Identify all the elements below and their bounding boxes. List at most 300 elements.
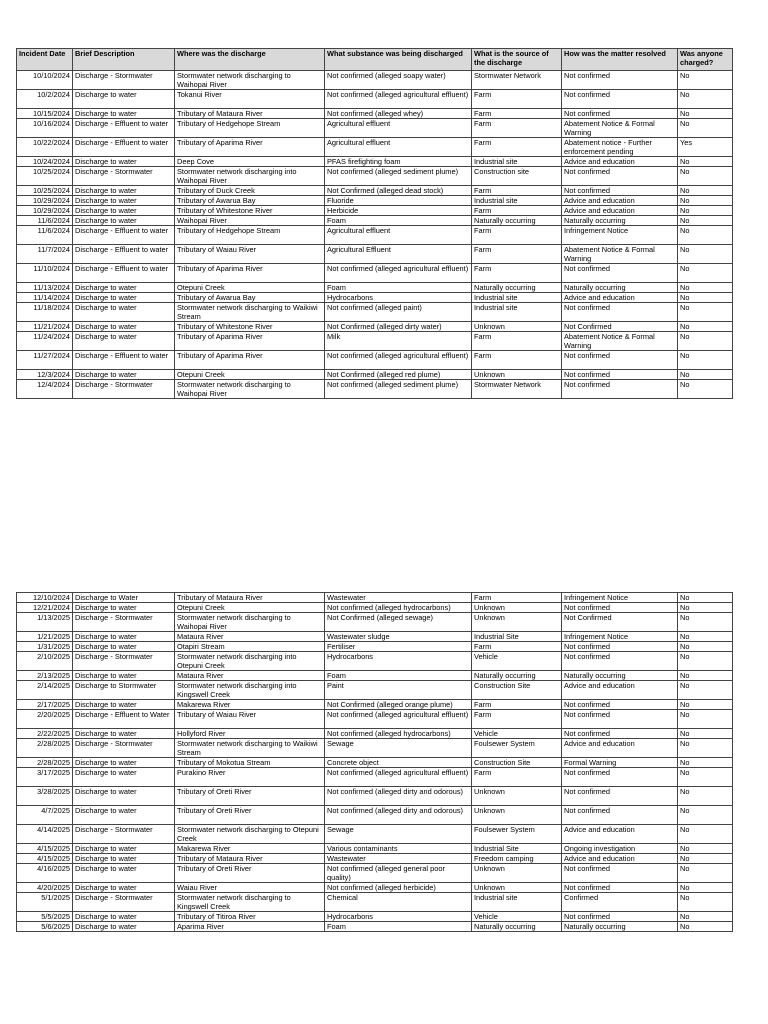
- table-cell: Tributary of Aparima River: [175, 138, 325, 157]
- table-cell: Hydrocarbons: [325, 652, 472, 671]
- table-row: [17, 642, 733, 652]
- table-cell: Discharge to water: [73, 671, 175, 681]
- table-cell: 12/21/2024: [17, 603, 73, 613]
- table-cell: No: [678, 739, 733, 758]
- table-cell: Not confirmed (alleged agricultural effluent): [325, 90, 472, 109]
- table-cell: 1/21/2025: [17, 632, 73, 642]
- table-cell: Discharge to water: [73, 370, 175, 380]
- table-cell: Mataura River: [175, 671, 325, 681]
- table-cell: Not confirmed: [562, 370, 678, 380]
- table-cell: 2/20/2025: [17, 710, 73, 729]
- table-cell: Tributary of Hedgehope Stream: [175, 119, 325, 138]
- table-cell: Farm: [472, 593, 562, 603]
- table-cell: Farm: [472, 332, 562, 351]
- table-row: [17, 681, 733, 700]
- table-row: [17, 768, 733, 787]
- table-row: [17, 206, 733, 216]
- table-cell: 12/4/2024: [17, 380, 73, 399]
- table-cell: Discharge to water: [73, 758, 175, 768]
- table-cell: Not confirmed: [562, 264, 678, 283]
- table-row: [17, 167, 733, 186]
- table-cell: Fluoride: [325, 196, 472, 206]
- table-cell: Unknown: [472, 883, 562, 893]
- header-row: [17, 49, 733, 71]
- table-cell: Not confirmed: [562, 186, 678, 196]
- table-row: [17, 293, 733, 303]
- table-cell: No: [678, 700, 733, 710]
- column-header: Where was the discharge: [175, 49, 325, 71]
- table-cell: Not Confirmed (alleged orange plume): [325, 700, 472, 710]
- table-cell: Discharge - Stormwater: [73, 380, 175, 399]
- table-row: [17, 303, 733, 322]
- table-cell: No: [678, 883, 733, 893]
- table-cell: Farm: [472, 700, 562, 710]
- table-cell: Vehicle: [472, 729, 562, 739]
- table-cell: Paint: [325, 681, 472, 700]
- table-cell: Tributary of Oreti River: [175, 806, 325, 825]
- table-body-top: [17, 71, 733, 399]
- table-cell: No: [678, 806, 733, 825]
- table-cell: Not confirmed (alleged sediment plume): [325, 167, 472, 186]
- table-cell: Farm: [472, 186, 562, 196]
- table-cell: Discharge to water: [73, 854, 175, 864]
- table-cell: Tributary of Whitestone River: [175, 206, 325, 216]
- table-cell: 10/25/2024: [17, 167, 73, 186]
- table-cell: 3/28/2025: [17, 787, 73, 806]
- table-cell: 11/18/2024: [17, 303, 73, 322]
- table-cell: Discharge - Stormwater: [73, 825, 175, 844]
- table-cell: Hydrocarbons: [325, 912, 472, 922]
- table-row: [17, 632, 733, 642]
- table-cell: Not confirmed (alleged hydrocarbons): [325, 729, 472, 739]
- table-cell: Naturally occurring: [472, 671, 562, 681]
- table-cell: Discharge to water: [73, 109, 175, 119]
- table-cell: Not confirmed: [562, 700, 678, 710]
- table-cell: Wastewater sludge: [325, 632, 472, 642]
- table-cell: Tributary of Awarua Bay: [175, 293, 325, 303]
- table-cell: 11/27/2024: [17, 351, 73, 370]
- table-row: [17, 844, 733, 854]
- table-cell: Aparima River: [175, 922, 325, 932]
- table-cell: 11/10/2024: [17, 264, 73, 283]
- table-cell: Discharge to water: [73, 864, 175, 883]
- table-cell: No: [678, 283, 733, 293]
- table-row: [17, 922, 733, 932]
- table-cell: Not confirmed: [562, 303, 678, 322]
- table-cell: Tributary of Aparima River: [175, 351, 325, 370]
- table-cell: Makarewa River: [175, 844, 325, 854]
- table-cell: 2/13/2025: [17, 671, 73, 681]
- table-cell: Stormwater network discharging to Otepuni Creek: [175, 825, 325, 844]
- table-cell: Not confirmed: [562, 167, 678, 186]
- table-cell: Not confirmed: [562, 864, 678, 883]
- table-cell: 11/14/2024: [17, 293, 73, 303]
- table-cell: Discharge - Effluent to water: [73, 351, 175, 370]
- table-cell: Discharge to water: [73, 283, 175, 293]
- table-cell: Not confirmed: [562, 912, 678, 922]
- table-cell: Advice and education: [562, 825, 678, 844]
- table-row: [17, 613, 733, 632]
- table-cell: Discharge to water: [73, 912, 175, 922]
- table-cell: Farm: [472, 119, 562, 138]
- table-row: [17, 652, 733, 671]
- table-cell: Abatement Notice & Formal Warning: [562, 245, 678, 264]
- table-cell: Otepuni Creek: [175, 370, 325, 380]
- table-cell: 2/28/2025: [17, 758, 73, 768]
- table-cell: Discharge to water: [73, 883, 175, 893]
- table-cell: No: [678, 206, 733, 216]
- table-row: [17, 332, 733, 351]
- table-cell: Infringement Notice: [562, 593, 678, 603]
- table-row: [17, 883, 733, 893]
- table-cell: Not confirmed (alleged whey): [325, 109, 472, 119]
- table-cell: Naturally occurring: [472, 216, 562, 226]
- table-cell: 12/10/2024: [17, 593, 73, 603]
- table-cell: Tributary of Titiroa River: [175, 912, 325, 922]
- table-cell: Discharge to water: [73, 293, 175, 303]
- table-cell: 2/22/2025: [17, 729, 73, 739]
- table-cell: Unknown: [472, 613, 562, 632]
- table-cell: Foulsewer System: [472, 825, 562, 844]
- table-cell: Confirmed: [562, 893, 678, 912]
- table-row: [17, 370, 733, 380]
- table-row: [17, 729, 733, 739]
- table-cell: No: [678, 351, 733, 370]
- column-header: What is the source of the discharge: [472, 49, 562, 71]
- incidents-table-top: [16, 48, 733, 399]
- table-cell: PFAS firefighting foam: [325, 157, 472, 167]
- table-row: [17, 864, 733, 883]
- table-cell: Stormwater network discharging to Kingswell Creek: [175, 893, 325, 912]
- table-cell: Foam: [325, 283, 472, 293]
- table-cell: Not confirmed: [562, 71, 678, 90]
- table-cell: No: [678, 109, 733, 119]
- table-cell: Tributary of Aparima River: [175, 264, 325, 283]
- column-header: How was the matter resolved: [562, 49, 678, 71]
- table-cell: 11/24/2024: [17, 332, 73, 351]
- table-cell: 10/16/2024: [17, 119, 73, 138]
- table-cell: No: [678, 854, 733, 864]
- table-row: [17, 264, 733, 283]
- table-cell: Freedom camping: [472, 854, 562, 864]
- table-body-bottom: [17, 593, 733, 932]
- table-cell: 4/15/2025: [17, 854, 73, 864]
- table-cell: No: [678, 303, 733, 322]
- table-cell: Discharge - Stormwater: [73, 893, 175, 912]
- table-cell: 11/6/2024: [17, 226, 73, 245]
- table-cell: Industrial site: [472, 303, 562, 322]
- table-cell: Ongoing investigation: [562, 844, 678, 854]
- table-cell: Formal Warning: [562, 758, 678, 768]
- table-row: [17, 109, 733, 119]
- table-cell: 4/16/2025: [17, 864, 73, 883]
- table-cell: 10/29/2024: [17, 196, 73, 206]
- table-cell: Discharge to water: [73, 700, 175, 710]
- table-row: [17, 671, 733, 681]
- table-row: [17, 186, 733, 196]
- table-cell: Hydrocarbons: [325, 293, 472, 303]
- table-cell: Not Confirmed (alleged dirty water): [325, 322, 472, 332]
- table-cell: Stormwater network discharging to Waikiwi Stream: [175, 303, 325, 322]
- table-cell: Naturally occurring: [562, 216, 678, 226]
- table-cell: Unknown: [472, 370, 562, 380]
- table-cell: Farm: [472, 109, 562, 119]
- table-row: [17, 322, 733, 332]
- table-row: [17, 138, 733, 157]
- table-cell: Advice and education: [562, 196, 678, 206]
- table-cell: Sewage: [325, 739, 472, 758]
- table-row: [17, 854, 733, 864]
- table-cell: Discharge to water: [73, 642, 175, 652]
- table-cell: No: [678, 71, 733, 90]
- table-cell: Discharge to water: [73, 303, 175, 322]
- table-cell: 5/6/2025: [17, 922, 73, 932]
- table-cell: 5/1/2025: [17, 893, 73, 912]
- table-cell: Otepuni Creek: [175, 603, 325, 613]
- table-cell: Farm: [472, 642, 562, 652]
- table-cell: 3/17/2025: [17, 768, 73, 787]
- table-cell: No: [678, 893, 733, 912]
- table-cell: 4/20/2025: [17, 883, 73, 893]
- table-cell: Not confirmed: [562, 883, 678, 893]
- table-row: [17, 351, 733, 370]
- table-cell: No: [678, 613, 733, 632]
- table-row: [17, 119, 733, 138]
- table-cell: Milk: [325, 332, 472, 351]
- table-cell: Stormwater Network: [472, 71, 562, 90]
- table-cell: Construction Site: [472, 681, 562, 700]
- table-cell: Stormwater network discharging into Waihopai River: [175, 167, 325, 186]
- table-cell: Naturally occurring: [472, 283, 562, 293]
- table-cell: Farm: [472, 351, 562, 370]
- table-cell: 1/31/2025: [17, 642, 73, 652]
- table-cell: 11/6/2024: [17, 216, 73, 226]
- table-cell: Discharge - Stormwater: [73, 71, 175, 90]
- table-cell: Advice and education: [562, 293, 678, 303]
- table-cell: Discharge to water: [73, 806, 175, 825]
- table-cell: Discharge - Effluent to water: [73, 245, 175, 264]
- table-cell: Foam: [325, 922, 472, 932]
- table-cell: 2/28/2025: [17, 739, 73, 758]
- table-cell: Not Confirmed: [562, 322, 678, 332]
- table-cell: Abatement Notice & Formal Warning: [562, 332, 678, 351]
- table-row: [17, 226, 733, 245]
- table-cell: Industrial site: [472, 196, 562, 206]
- table-cell: No: [678, 729, 733, 739]
- table-cell: Not confirmed: [562, 90, 678, 109]
- table-cell: Not confirmed: [562, 710, 678, 729]
- table-cell: Not confirmed: [562, 603, 678, 613]
- table-cell: 12/3/2024: [17, 370, 73, 380]
- table-cell: Discharge - Stormwater: [73, 167, 175, 186]
- table-cell: Construction Site: [472, 758, 562, 768]
- table-cell: Stormwater network discharging to Waihopai River: [175, 613, 325, 632]
- table-row: [17, 90, 733, 109]
- table-cell: No: [678, 380, 733, 399]
- table-cell: Discharge to water: [73, 603, 175, 613]
- table-cell: No: [678, 912, 733, 922]
- table-cell: Not confirmed: [562, 351, 678, 370]
- table-cell: No: [678, 864, 733, 883]
- table-cell: Not confirmed (alleged dirty and odorous): [325, 787, 472, 806]
- table-cell: Waihopai River: [175, 216, 325, 226]
- table-row: [17, 157, 733, 167]
- table-cell: No: [678, 157, 733, 167]
- table-cell: Discharge to water: [73, 90, 175, 109]
- table-cell: Discharge to water: [73, 844, 175, 854]
- table-cell: No: [678, 226, 733, 245]
- table-row: [17, 603, 733, 613]
- table-cell: Discharge - Stormwater: [73, 652, 175, 671]
- table-cell: Farm: [472, 245, 562, 264]
- table-cell: Discharge - Stormwater: [73, 739, 175, 758]
- table-cell: No: [678, 710, 733, 729]
- table-cell: 5/5/2025: [17, 912, 73, 922]
- table-cell: No: [678, 90, 733, 109]
- table-cell: Farm: [472, 206, 562, 216]
- table-cell: Discharge to water: [73, 206, 175, 216]
- table-cell: Tributary of Duck Creek: [175, 186, 325, 196]
- table-cell: Discharge to water: [73, 729, 175, 739]
- table-cell: Vehicle: [472, 912, 562, 922]
- table-cell: Tributary of Whitestone River: [175, 322, 325, 332]
- table-cell: Wastewater: [325, 593, 472, 603]
- table-cell: Not confirmed: [562, 652, 678, 671]
- table-cell: Discharge - Effluent to Water: [73, 710, 175, 729]
- table-cell: Not Confirmed (alleged sewage): [325, 613, 472, 632]
- table-cell: Advice and education: [562, 854, 678, 864]
- table-cell: Not confirmed: [562, 380, 678, 399]
- table-cell: No: [678, 642, 733, 652]
- table-cell: No: [678, 119, 733, 138]
- table-cell: 2/17/2025: [17, 700, 73, 710]
- table-cell: Discharge to water: [73, 332, 175, 351]
- table-cell: Tributary of Waiau River: [175, 245, 325, 264]
- table-cell: Stormwater network discharging into Otepuni Creek: [175, 652, 325, 671]
- table-cell: Industrial Site: [472, 844, 562, 854]
- table-cell: Tributary of Aparima River: [175, 332, 325, 351]
- table-cell: 4/15/2025: [17, 844, 73, 854]
- table-cell: Various contaminants: [325, 844, 472, 854]
- table-cell: Farm: [472, 710, 562, 729]
- table-cell: 4/7/2025: [17, 806, 73, 825]
- table-cell: Wastewater: [325, 854, 472, 864]
- table-cell: Discharge - Effluent to water: [73, 119, 175, 138]
- table-cell: Hollyford River: [175, 729, 325, 739]
- table-cell: Industrial site: [472, 157, 562, 167]
- table-cell: Sewage: [325, 825, 472, 844]
- table-row: [17, 912, 733, 922]
- table-cell: Not confirmed (alleged agricultural effluent): [325, 710, 472, 729]
- table-cell: Not confirmed (alleged agricultural effluent): [325, 351, 472, 370]
- table-cell: Advice and education: [562, 739, 678, 758]
- table-cell: Vehicle: [472, 652, 562, 671]
- table-cell: Discharge to Stormwater: [73, 681, 175, 700]
- table-cell: No: [678, 293, 733, 303]
- table-cell: Unknown: [472, 806, 562, 825]
- table-cell: Agricultural Effluent: [325, 245, 472, 264]
- table-cell: No: [678, 787, 733, 806]
- table-row: [17, 245, 733, 264]
- table-cell: Naturally occurring: [562, 283, 678, 293]
- table-cell: Concrete object: [325, 758, 472, 768]
- table-cell: Foulsewer System: [472, 739, 562, 758]
- table-row: [17, 787, 733, 806]
- table-cell: No: [678, 758, 733, 768]
- table-cell: Tributary of Awarua Bay: [175, 196, 325, 206]
- table-cell: Otepuni Creek: [175, 283, 325, 293]
- table-cell: Discharge - Effluent to water: [73, 264, 175, 283]
- table-cell: 11/21/2024: [17, 322, 73, 332]
- table-cell: Purakino River: [175, 768, 325, 787]
- table-cell: No: [678, 167, 733, 186]
- table-cell: Stormwater network discharging to Waihopai River: [175, 71, 325, 90]
- table-cell: Not confirmed: [562, 109, 678, 119]
- table-cell: Not Confirmed: [562, 613, 678, 632]
- column-header: What substance was being discharged: [325, 49, 472, 71]
- table-cell: Not confirmed: [562, 729, 678, 739]
- table-cell: Discharge - Effluent to water: [73, 226, 175, 245]
- table-cell: Herbicide: [325, 206, 472, 216]
- table-cell: Stormwater network discharging into Kingswell Creek: [175, 681, 325, 700]
- table-cell: Stormwater network discharging to Waikiwi Stream: [175, 739, 325, 758]
- table-cell: Not confirmed (alleged dirty and odorous): [325, 806, 472, 825]
- table-row: [17, 283, 733, 293]
- table-cell: Not confirmed (alleged paint): [325, 303, 472, 322]
- table-cell: Yes: [678, 138, 733, 157]
- table-cell: Discharge to water: [73, 768, 175, 787]
- table-cell: Foam: [325, 216, 472, 226]
- table-row: [17, 700, 733, 710]
- table-cell: No: [678, 632, 733, 642]
- table-cell: Advice and education: [562, 681, 678, 700]
- table-row: [17, 196, 733, 206]
- table-cell: 4/14/2025: [17, 825, 73, 844]
- table-cell: Deep Cove: [175, 157, 325, 167]
- table-cell: Not confirmed (alleged sediment plume): [325, 380, 472, 399]
- table-cell: Unknown: [472, 603, 562, 613]
- table-cell: 2/10/2025: [17, 652, 73, 671]
- table-cell: Mataura River: [175, 632, 325, 642]
- table-row: [17, 893, 733, 912]
- table-cell: Not confirmed (alleged agricultural effluent): [325, 264, 472, 283]
- table-cell: 2/14/2025: [17, 681, 73, 700]
- table-cell: 11/7/2024: [17, 245, 73, 264]
- table-cell: 10/2/2024: [17, 90, 73, 109]
- table-cell: Not confirmed (alleged hydrocarbons): [325, 603, 472, 613]
- table-cell: Not confirmed (alleged agricultural effluent): [325, 768, 472, 787]
- table-cell: Agricultural effluent: [325, 138, 472, 157]
- table-cell: Construction site: [472, 167, 562, 186]
- table-cell: No: [678, 844, 733, 854]
- table-cell: 11/13/2024: [17, 283, 73, 293]
- table-cell: No: [678, 245, 733, 264]
- table-cell: Not confirmed (alleged soapy water): [325, 71, 472, 90]
- table-cell: No: [678, 322, 733, 332]
- table-cell: No: [678, 196, 733, 206]
- table-cell: Foam: [325, 671, 472, 681]
- table-cell: Tributary of Oreti River: [175, 864, 325, 883]
- table-cell: Farm: [472, 138, 562, 157]
- table-cell: Naturally occurring: [562, 922, 678, 932]
- table-cell: Tokanui River: [175, 90, 325, 109]
- table-cell: Industrial site: [472, 293, 562, 303]
- table-cell: Not confirmed: [562, 806, 678, 825]
- table-cell: Tributary of Mataura River: [175, 109, 325, 119]
- table-cell: Farm: [472, 264, 562, 283]
- table-cell: No: [678, 370, 733, 380]
- table-cell: No: [678, 593, 733, 603]
